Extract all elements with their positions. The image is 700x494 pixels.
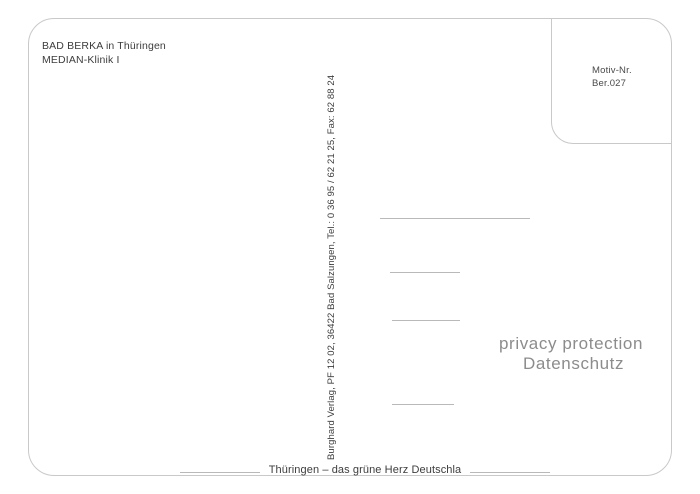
motif-number-value: Ber.027 bbox=[592, 78, 627, 89]
slogan-rule-left bbox=[180, 472, 260, 473]
motif-number-block bbox=[592, 64, 632, 90]
privacy-overlay-line-1: privacy protection bbox=[499, 334, 644, 353]
address-rule-3 bbox=[392, 320, 460, 321]
privacy-overlay-line-2: Datenschutz bbox=[523, 354, 625, 373]
privacy-overlay bbox=[499, 333, 699, 375]
slogan-block bbox=[180, 466, 550, 478]
address-rule-4 bbox=[392, 404, 454, 405]
slogan-text: Thüringen – das grüne Herz Deutschla bbox=[268, 464, 462, 476]
card-title-block bbox=[42, 39, 166, 67]
slogan-rule-right bbox=[470, 472, 550, 473]
card-title-line-1: BAD BERKA in Thüringen bbox=[42, 40, 166, 52]
publisher-imprint bbox=[326, 30, 353, 460]
motif-number-label: Motiv-Nr. bbox=[592, 65, 632, 76]
address-rule-1 bbox=[380, 218, 530, 219]
card-title-line-2: MEDIAN-Klinik I bbox=[42, 54, 120, 66]
publisher-imprint-text: Burghard Verlag, PF 12 02, 36422 Bad Salzungen, Tel.: 0 36 95 / 62 21 25, Fax: 62 88 24 bbox=[326, 74, 337, 460]
address-rule-2 bbox=[390, 272, 460, 273]
